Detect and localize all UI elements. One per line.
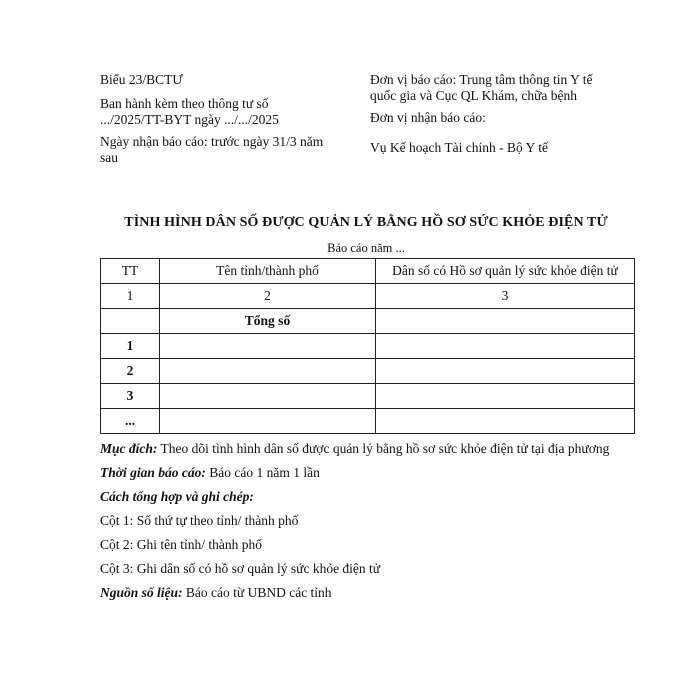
reporting-unit-line-2: quốc gia và Cục QL Khám, chữa bệnh [370, 88, 578, 103]
note-purpose [100, 440, 635, 458]
report-header [100, 72, 640, 174]
report-notes [100, 440, 635, 608]
total-row [101, 309, 635, 334]
purpose-text: Theo dõi tình hình dân số được quản lý bằng hồ sơ sức khỏe điện tử tại địa phương [157, 441, 610, 456]
row-name-cell [160, 384, 376, 409]
reporting-unit [370, 72, 640, 104]
note-method [100, 488, 635, 506]
receiving-unit-value: Vụ Kế hoạch Tài chính - Bộ Y tế [370, 140, 548, 155]
purpose-label: Mục đích: [100, 441, 158, 456]
note-column-1: Cột 1: Số thứ tự theo tỉnh/ thành phố [100, 513, 299, 528]
table-row [101, 359, 635, 384]
issued-by-circular [100, 96, 362, 128]
row-stt: 2 [101, 359, 160, 384]
row-name-cell [160, 359, 376, 384]
total-label: Tổng số [160, 309, 376, 334]
row-name-cell [160, 409, 376, 434]
total-value-cell [376, 309, 635, 334]
note-column-2: Cột 2: Ghi tên tỉnh/ thành phố [100, 537, 262, 552]
row-population-cell [376, 359, 635, 384]
reporting-unit-line-1: Đơn vị báo cáo: Trung tâm thông tin Y tế [370, 72, 593, 87]
table-row [101, 334, 635, 359]
table-row [101, 384, 635, 409]
row-population-cell [376, 334, 635, 359]
header-tt: TT [101, 259, 160, 284]
issued-line-2: .../2025/TT-BYT ngày .../.../2025 [100, 112, 279, 127]
header-province: Tên tỉnh/thành phố [160, 259, 376, 284]
report-table [100, 258, 635, 434]
row-population-cell [376, 409, 635, 434]
column-number: 3 [376, 284, 635, 309]
row-stt: 3 [101, 384, 160, 409]
header-population: Dân số có Hồ sơ quản lý sức khỏe điện tử [376, 259, 635, 284]
report-title: TÌNH HÌNH DÂN SỐ ĐƯỢC QUẢN LÝ BẰNG HỒ SƠ SỨC KHỎE ĐIỆN TỬ [124, 215, 608, 230]
period-label: Thời gian báo cáo: [100, 465, 206, 480]
source-text: Báo cáo từ UBND các tỉnh [182, 585, 332, 600]
column-number-row [101, 284, 635, 309]
receive-deadline-line-1: Ngày nhận báo cáo: trước ngày 31/3 năm [100, 134, 324, 149]
row-name-cell [160, 334, 376, 359]
column-number: 1 [101, 284, 160, 309]
header-left-column [100, 72, 362, 174]
receiving-unit-label: Đơn vị nhận báo cáo: [370, 110, 486, 125]
method-label: Cách tổng hợp và ghi chép: [100, 489, 254, 504]
source-label: Nguồn số liệu: [100, 585, 183, 600]
row-stt: ... [101, 409, 160, 434]
table-row [101, 409, 635, 434]
row-population-cell [376, 384, 635, 409]
table-header-row [101, 259, 635, 284]
form-code: Biểu 23/BCTƯ [100, 72, 183, 87]
total-stt-cell [101, 309, 160, 334]
receive-deadline-line-2: sau [100, 150, 118, 165]
period-text: Báo cáo 1 năm 1 lần [205, 465, 320, 480]
note-source [100, 584, 635, 602]
report-subtitle: Báo cáo năm ... [327, 241, 405, 255]
note-period [100, 464, 635, 482]
note-column-3: Cột 3: Ghi dân số có hồ sơ quản lý sức khỏe điện tử [100, 561, 381, 576]
row-stt: 1 [101, 334, 160, 359]
header-right-column [370, 72, 640, 174]
column-number: 2 [160, 284, 376, 309]
issued-line-1: Ban hành kèm theo thông tư số [100, 96, 269, 111]
receive-deadline [100, 134, 362, 166]
